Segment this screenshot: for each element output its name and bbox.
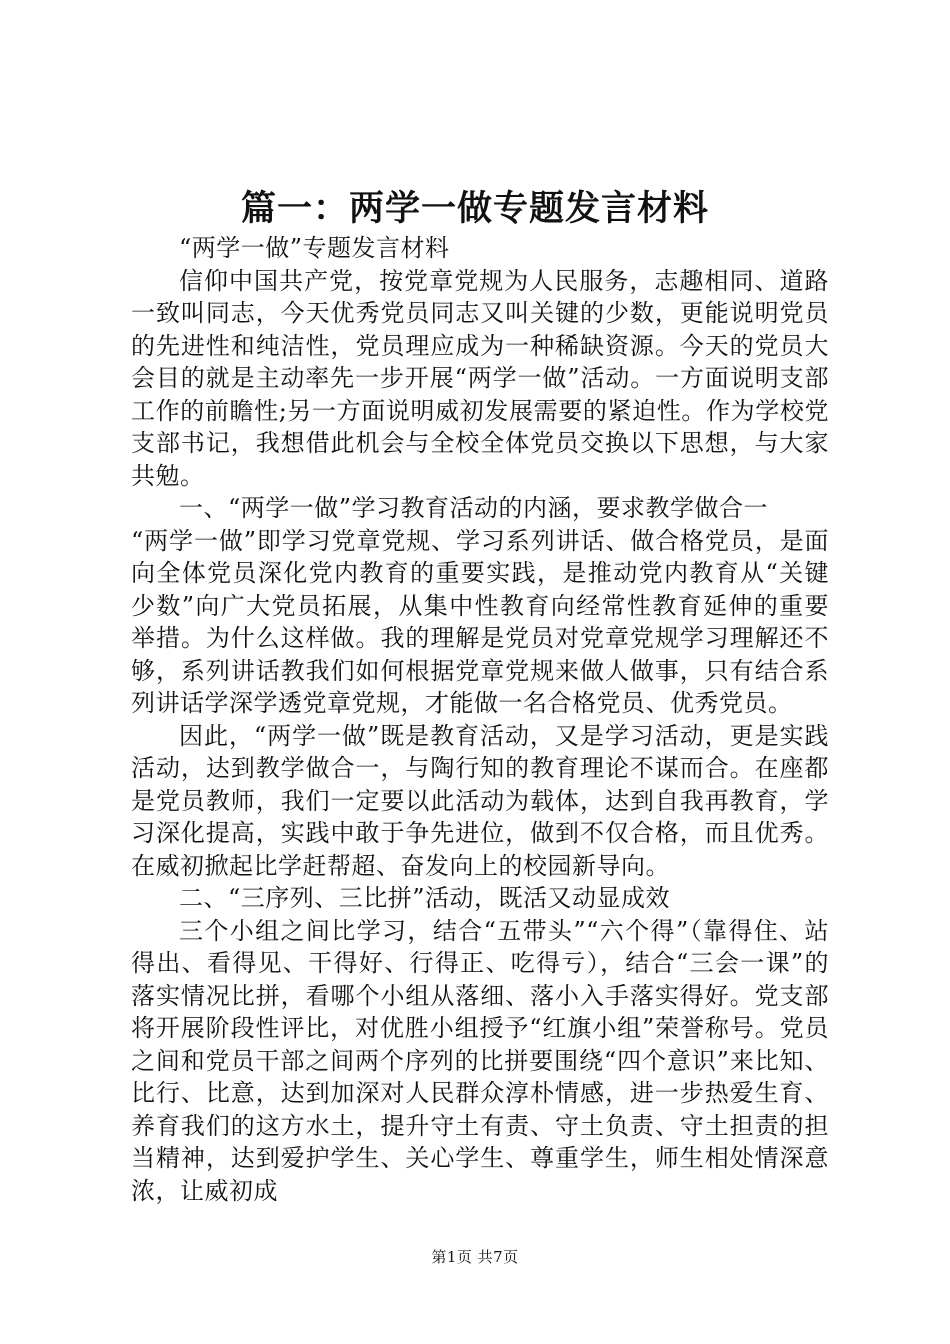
paragraph-subtitle: “两学一做”专题发言材料 [179, 234, 450, 262]
section-heading: 二、“三序列、三比拼”活动，既活又动显成效 [179, 884, 671, 912]
paragraph: “两学一做”即学习党章党规、学习系列讲话、做合格党员，是面向全体党员深化党内教育的重要实践，是推动党内教育从“关键少数”向广大党员拓展，从集中性教育向经常性教育延伸的重要举措。为什么这样做。我的理解是党员对党章党规学习理解还不够，系列讲话教我们如何根据党章党规来做人做事，只有结合系列讲话学深学透党章党规，才能做一名合格党员、优秀党员。 [131, 526, 829, 717]
paragraph: 因此，“两学一做”既是教育活动，又是学习活动，更是实践活动，达到教学做合一，与陶行知的教育理论不谋而合。在座都是党员教师，我们一定要以此活动为载体，达到自我再教育，学习深化提高，实践中敢于争先进位，做到不仅合格，而且优秀。在威初掀起比学赶帮超、奋发向上的校园新导向。 [131, 721, 829, 880]
page-footer: 第1页 共7页 [431, 1248, 519, 1266]
document-title: 篇一：两学一做专题发言材料 [240, 188, 709, 229]
paragraph: 信仰中国共产党，按党章党规为人民服务，志趣相同、道路一致叫同志，今天优秀党员同志又叫关键的少数，更能说明党员的先进性和纯洁性，党员理应成为一种稀缺资源。今天的党员大会目的就是主动率先一步开展“两学一做”活动。一方面说明支部工作的前瞻性;另一方面说明威初发展需要的紧迫性。作为学校党支部书记，我想借此机会与全校全体党员交换以下思想，与大家共勉。 [131, 266, 829, 490]
paragraph: 三个小组之间比学习，结合“五带头”“六个得”（靠得住、站得出、看得见、干得好、行得正、吃得亏），结合“三会一课”的落实情况比拼，看哪个小组从落细、落小入手落实得好。党支部将开展阶段性评比，对优胜小组授予“红旗小组”荣誉称号。党员之间和党员干部之间两个序列的比拼要围绕“四个意识”来比知、比行、比意，达到加深对人民群众淳朴情感，进一步热爱生育、养育我们的这方水土，提升守土有责、守土负责、守土担责的担当精神，达到爱护学生、关心学生、尊重学生，师生相处情深意浓，让威初成 [131, 916, 829, 1205]
document-body [131, 232, 829, 1207]
section-heading: 一、“两学一做”学习教育活动的内涵，要求教学做合一 [179, 494, 769, 522]
